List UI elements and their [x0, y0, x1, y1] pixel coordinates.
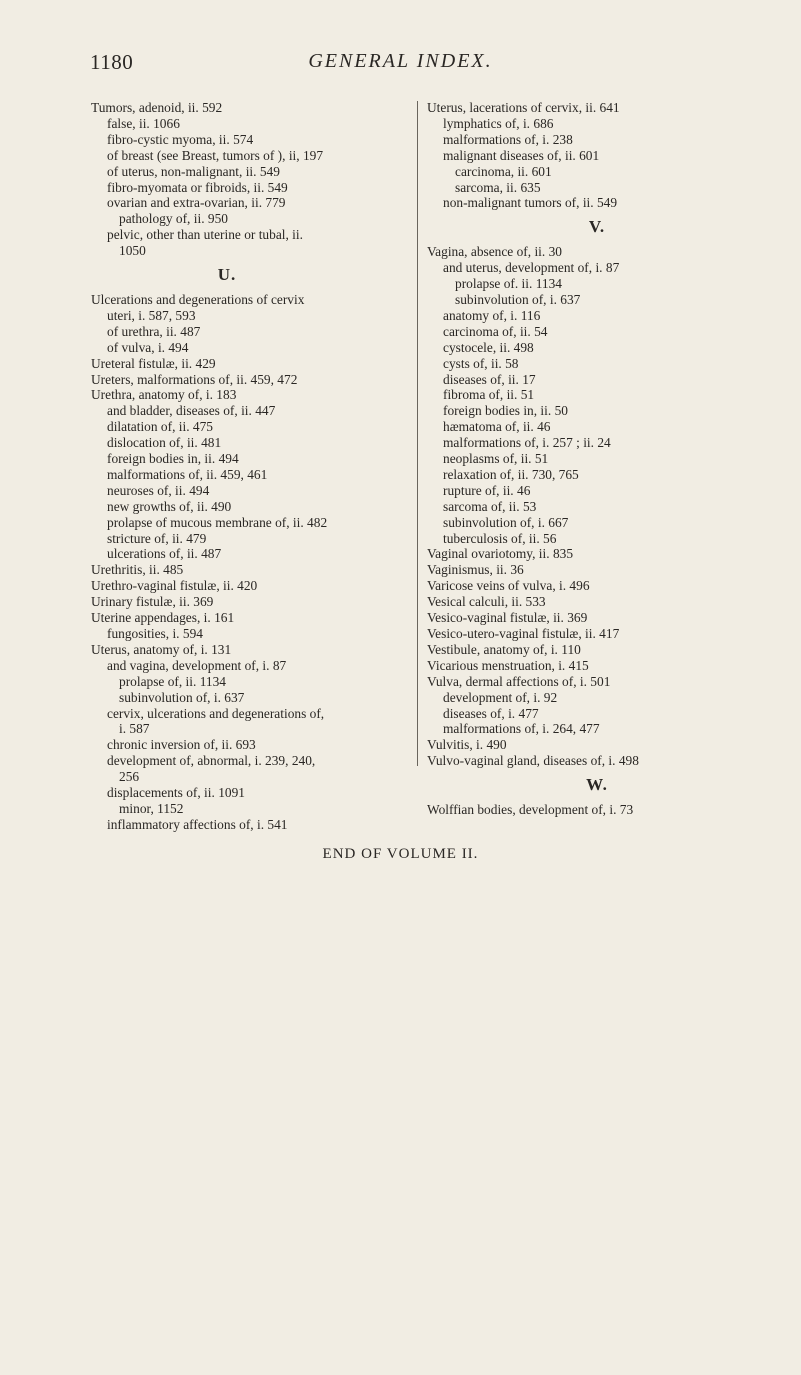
index-sub: foreign bodies in, ii. 494 — [107, 451, 239, 467]
index-sub: sarcoma of, ii. 53 — [443, 498, 537, 514]
index-sub: relaxation of, ii. 730, 765 — [443, 466, 579, 482]
index-sub: cysts of, ii. 58 — [443, 355, 519, 371]
index-subsub: prolapse of. ii. 1134 — [455, 276, 562, 292]
end-of-volume-note: END OF VOLUME II. — [322, 846, 479, 862]
index-entry: Ureteral fistulæ, ii. 429 — [91, 355, 216, 371]
index-entry: Vulvitis, i. 490 — [427, 737, 507, 753]
index-sub: cervix, ulcerations and degenerations of, — [107, 705, 325, 721]
index-entry: Vesical calculi, ii. 533 — [427, 594, 546, 610]
index-sub: and bladder, diseases of, ii. 447 — [107, 403, 276, 419]
index-entry: Uterine appendages, i. 161 — [91, 610, 235, 626]
index-sub: of uterus, non-malignant, ii. 549 — [107, 163, 280, 179]
index-entry: Vaginismus, ii. 36 — [427, 562, 524, 578]
index-entry: Wolffian bodies, development of, i. 73 — [427, 802, 634, 818]
index-entry: Urethritis, ii. 485 — [91, 562, 184, 578]
index-entry: Tumors, adenoid, ii. 592 — [91, 100, 223, 115]
index-subsub: i. 587 — [119, 721, 150, 737]
section-letter: W. — [586, 775, 608, 795]
index-sub: development of, i. 92 — [443, 689, 558, 705]
page-header — [0, 50, 801, 84]
index-sub: carcinoma of, ii. 54 — [443, 323, 548, 339]
index-sub: dislocation of, ii. 481 — [107, 435, 222, 451]
index-sub: inflammatory affections of, i. 541 — [107, 816, 288, 832]
index-sub: diseases of, ii. 17 — [443, 371, 536, 387]
index-subsub: subinvolution of, i. 637 — [119, 689, 245, 705]
index-sub: and uterus, development of, i. 87 — [443, 260, 620, 276]
index-sub: lymphatics of, i. 686 — [443, 115, 554, 131]
index-entry: Ureters, malformations of, ii. 459, 472 — [91, 371, 298, 387]
index-sub: ulcerations of, ii. 487 — [107, 546, 222, 562]
index-entry: Vaginal ovariotomy, ii. 835 — [427, 546, 574, 562]
running-head: GENERAL INDEX. — [308, 50, 493, 72]
index-sub: cystocele, ii. 498 — [443, 339, 534, 355]
index-entry: Vestibule, anatomy of, i. 110 — [427, 641, 581, 657]
index-entry: Vulva, dermal affections of, i. 501 — [427, 673, 611, 689]
index-sub: malformations of, i. 264, 477 — [443, 721, 600, 737]
index-sub: stricture of, ii. 479 — [107, 530, 207, 546]
index-sub: fibro-myomata or fibroids, ii. 549 — [107, 179, 288, 195]
index-entry: Vesico-utero-vaginal fistulæ, ii. 417 — [427, 626, 620, 641]
index-sub: displacements of, ii. 1091 — [107, 785, 245, 801]
index-entry: Urethro-vaginal fistulæ, ii. 420 — [91, 578, 258, 594]
index-sub: prolapse of mucous membrane of, ii. 482 — [107, 514, 328, 530]
index-entry: Uterus, lacerations of cervix, ii. 641 — [427, 100, 620, 115]
right-index-column — [427, 100, 797, 818]
index-sub: neuroses of, ii. 494 — [107, 482, 210, 498]
index-sub: subinvolution of, i. 667 — [443, 514, 569, 530]
page-number: 1180 — [90, 50, 134, 74]
section-letter: U. — [217, 265, 237, 285]
index-sub: neoplasms of, ii. 51 — [443, 451, 549, 467]
index-sub: fibro-cystic myoma, ii. 574 — [107, 131, 254, 147]
index-entry: Ulcerations and degenerations of cervix — [91, 291, 305, 307]
index-sub: of urethra, ii. 487 — [107, 323, 201, 339]
index-subsub: subinvolution of, i. 637 — [455, 291, 581, 307]
index-sub: malformations of, i. 238 — [443, 131, 573, 147]
index-sub: and vagina, development of, i. 87 — [107, 657, 287, 673]
column-divider — [417, 101, 418, 766]
left-index-column — [91, 100, 471, 833]
index-entry: Urinary fistulæ, ii. 369 — [91, 594, 214, 610]
index-sub: anatomy of, i. 116 — [443, 307, 541, 323]
index-entry: Vagina, absence of, ii. 30 — [427, 244, 562, 260]
index-sub: of vulva, i. 494 — [107, 339, 189, 355]
index-subsub: 1050 — [119, 243, 146, 259]
index-subsub: carcinoma, ii. 601 — [455, 163, 552, 179]
index-entry: Uterus, anatomy of, i. 131 — [91, 641, 232, 657]
index-sub: new growths of, ii. 490 — [107, 498, 232, 514]
index-sub: development of, abnormal, i. 239, 240, — [107, 753, 316, 769]
index-sub: malformations of, ii. 459, 461 — [107, 466, 268, 482]
section-letter: V. — [588, 217, 606, 237]
index-sub: non-malignant tumors of, ii. 549 — [443, 195, 618, 211]
index-sub: diseases of, i. 477 — [443, 705, 539, 721]
index-cont: uteri, i. 587, 593 — [107, 307, 196, 323]
index-sub: hæmatoma of, ii. 46 — [443, 419, 551, 435]
index-sub: dilatation of, ii. 475 — [107, 419, 213, 435]
index-sub: rupture of, ii. 46 — [443, 482, 531, 498]
index-sub: malignant diseases of, ii. 601 — [443, 147, 600, 163]
index-subsub: prolapse of, ii. 1134 — [119, 673, 226, 689]
index-entry: Vulvo-vaginal gland, diseases of, i. 498 — [427, 753, 639, 769]
index-sub: chronic inversion of, ii. 693 — [107, 737, 256, 753]
index-sub: pelvic, other than uterine or tubal, ii. — [107, 227, 303, 243]
index-entry: Vicarious menstruation, i. 415 — [427, 657, 589, 673]
index-subsub: 256 — [119, 769, 140, 785]
index-entry: Varicose veins of vulva, i. 496 — [427, 578, 590, 594]
index-subsub: sarcoma, ii. 635 — [455, 179, 541, 195]
index-sub: false, ii. 1066 — [107, 115, 180, 131]
index-subsub: pathology of, ii. 950 — [119, 211, 228, 227]
index-sub: ovarian and extra-ovarian, ii. 779 — [107, 195, 286, 211]
index-sub: fungosities, i. 594 — [107, 626, 203, 641]
index-subsub: minor, 1152 — [119, 800, 184, 816]
index-entry: Vesico-vaginal fistulæ, ii. 369 — [427, 610, 588, 626]
index-sub: tuberculosis of, ii. 56 — [443, 530, 557, 546]
index-sub: foreign bodies in, ii. 50 — [443, 403, 568, 419]
index-sub: of breast (see Breast, tumors of ), ii, 197 — [107, 147, 324, 163]
index-sub: fibroma of, ii. 51 — [443, 387, 535, 403]
index-entry: Urethra, anatomy of, i. 183 — [91, 387, 237, 403]
index-sub: malformations of, i. 257 ; ii. 24 — [443, 435, 611, 451]
